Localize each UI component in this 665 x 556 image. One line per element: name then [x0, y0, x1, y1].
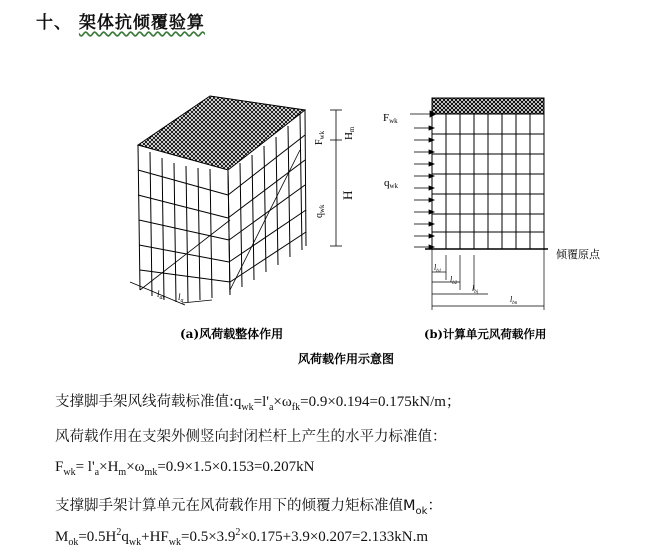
left-hm-label: Hm: [343, 126, 356, 140]
text-line-2: [55, 425, 447, 446]
right-l4-label: $l_{bn}$: [510, 295, 518, 306]
line-3-formula: $F_{wk}= l'_a\times H_m\times\omega_{mk}=0.9\times 1.5\times 0.153=0.207kN$: [55, 459, 315, 478]
calc-unit-diagram: [410, 98, 548, 310]
right-l1-label: $l_{b1}$: [434, 263, 442, 274]
overturn-origin-label: 倾覆原点: [556, 248, 600, 261]
top-mesh: [138, 96, 305, 170]
right-caption: (b)计算单元风荷载作用: [424, 327, 547, 341]
line-1-text: 支撑脚手架风线荷载标准值:: [55, 394, 234, 410]
section-title: 架体抗倾覆验算: [78, 13, 205, 33]
scaffold-3d-diagram: [130, 96, 342, 305]
line-4-text: 支撑脚手架计算单元在风荷载作用下的倾覆力矩标准值M: [55, 498, 416, 514]
top-mesh-right: [432, 98, 544, 114]
line-2-text: 风荷载作用在支架外侧竖向封闭栏杆上产生的水平力标准值：: [55, 429, 447, 445]
text-line-3: [55, 459, 315, 478]
figure-caption: 风荷载作用示意图: [298, 352, 395, 366]
left-lb-label: $l_a$: [178, 292, 184, 304]
right-l2-label: $l_{b2}$: [450, 275, 458, 286]
left-la-label: $l_{as}$: [157, 289, 165, 301]
text-line-1: [55, 390, 461, 413]
left-caption: (a)风荷载整体作用: [180, 327, 284, 341]
line-4-sub: ok: [415, 505, 428, 517]
right-fwk-label: Fwk: [383, 112, 398, 125]
section-number: 十、: [36, 13, 72, 33]
right-qwk-label: qwk: [384, 177, 399, 190]
line-4-tail: ：: [427, 498, 442, 514]
line-1-formula: $q_{wk}=l'_a\times\omega_{fk}=0.9\times 0.194=0.175kN/m$；: [233, 394, 461, 413]
left-qwk-label: $q_{wk}$: [314, 204, 326, 218]
text-line-5: [55, 527, 428, 548]
line-5-formula: $M_{ok}=0.5H^2q_{wk}+HF_{wk}=0.5\times 3.9^2\times 0.175+3.9\times 0.207=2.133kN.m$: [55, 527, 429, 548]
text-line-4: [55, 494, 442, 517]
left-h-label: H: [340, 190, 355, 200]
left-fwk-label: $F_{wk}$: [314, 130, 326, 145]
right-l3-label: $l_{bj}$: [472, 284, 479, 295]
